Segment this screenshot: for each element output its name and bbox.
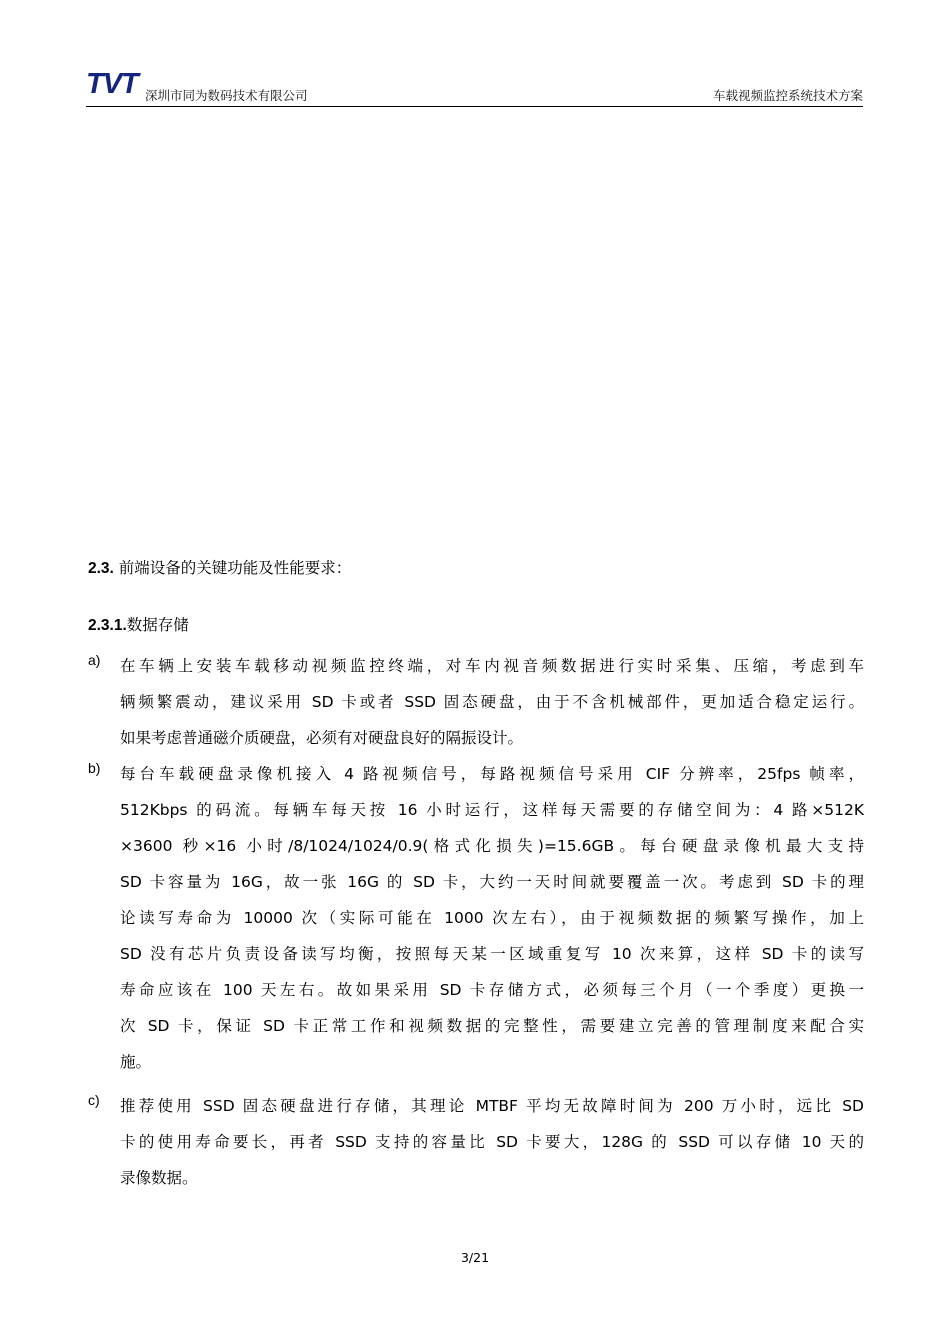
header-divider [86, 106, 863, 107]
document-title: 车载视频监控系统技术方案 [712, 88, 863, 103]
text-line: 512Kbps 的码流。每辆车每天按 16 小时运行，这样每天需要的存储空间为：4 路×512K [120, 801, 864, 819]
section-number: 2.3. [88, 560, 114, 577]
section-heading [88, 556, 351, 578]
text-line: 在车辆上安装车载移动视频监控终端，对车内视音频数据进行实时采集、压缩，考虑到车 [120, 657, 864, 675]
list-marker: c) [88, 1092, 100, 1108]
text-line: 推荐使用 SSD 固态硬盘进行存储，其理论 MTBF 平均无故障时间为 200 万小时，远比 SD [120, 1097, 864, 1115]
text-line: 如果考虑普通磁介质硬盘，必须有对硬盘良好的隔振设计。 [120, 729, 524, 747]
text-line: SD 没有芯片负责设备读写均衡，按照每天某一区域重复写 10 次来算，这样 SD 卡的读写 [120, 945, 864, 963]
text-line: SD 卡容量为 16G，故一张 16G 的 SD 卡，大约一天时间就要覆盖一次。考虑到 SD 卡的理 [120, 873, 864, 891]
company-name: 深圳市同为数码技术有限公司 [145, 88, 308, 103]
text-line: 施。 [120, 1053, 152, 1071]
subsection-heading [88, 613, 189, 635]
list-marker: b) [88, 760, 101, 776]
text-line: 卡的使用寿命要长，再者 SSD 支持的容量比 SD 卡要大，128G 的 SSD 可以存储 10 天的 [120, 1133, 864, 1151]
text-line: 次 SD 卡，保证 SD 卡正常工作和视频数据的完整性，需要建立完善的管理制度来配合实 [120, 1017, 864, 1035]
page-header [86, 70, 863, 106]
list-marker: a) [88, 652, 101, 668]
page-number: 3/21 [460, 1250, 490, 1265]
paragraph [120, 648, 864, 756]
text-line: 每台车载硬盘录像机接入 4 路视频信号，每路视频信号采用 CIF 分辨率，25fps 帧率， [120, 765, 864, 783]
text-line: 辆频繁震动，建议采用 SD 卡或者 SSD 固态硬盘，由于不含机械部件，更加适合稳定运行。 [120, 693, 864, 711]
section-title: 前端设备的关键功能及性能要求： [118, 559, 352, 577]
text-line: ×3600 秒×16 小时/8/1024/1024/0.9(格式化损失)=15.6GB。每台硬盘录像机最大支持 [120, 837, 864, 855]
paragraph [120, 756, 864, 1080]
text-line: 录像数据。 [120, 1169, 198, 1187]
text-line: 寿命应该在 100 天左右。故如果采用 SD 卡存储方式，必须每三个月（一个季度）更换一 [120, 981, 864, 999]
logo-text: TVT [86, 68, 138, 100]
text-line: 论读写寿命为 10000 次（实际可能在 1000 次左右），由于视频数据的频繁写操作，加上 [120, 909, 864, 927]
tvt-logo [86, 68, 138, 100]
paragraph [120, 1088, 864, 1196]
subsection-title: 数据存储 [126, 616, 189, 634]
subsection-number: 2.3.1. [88, 617, 127, 634]
